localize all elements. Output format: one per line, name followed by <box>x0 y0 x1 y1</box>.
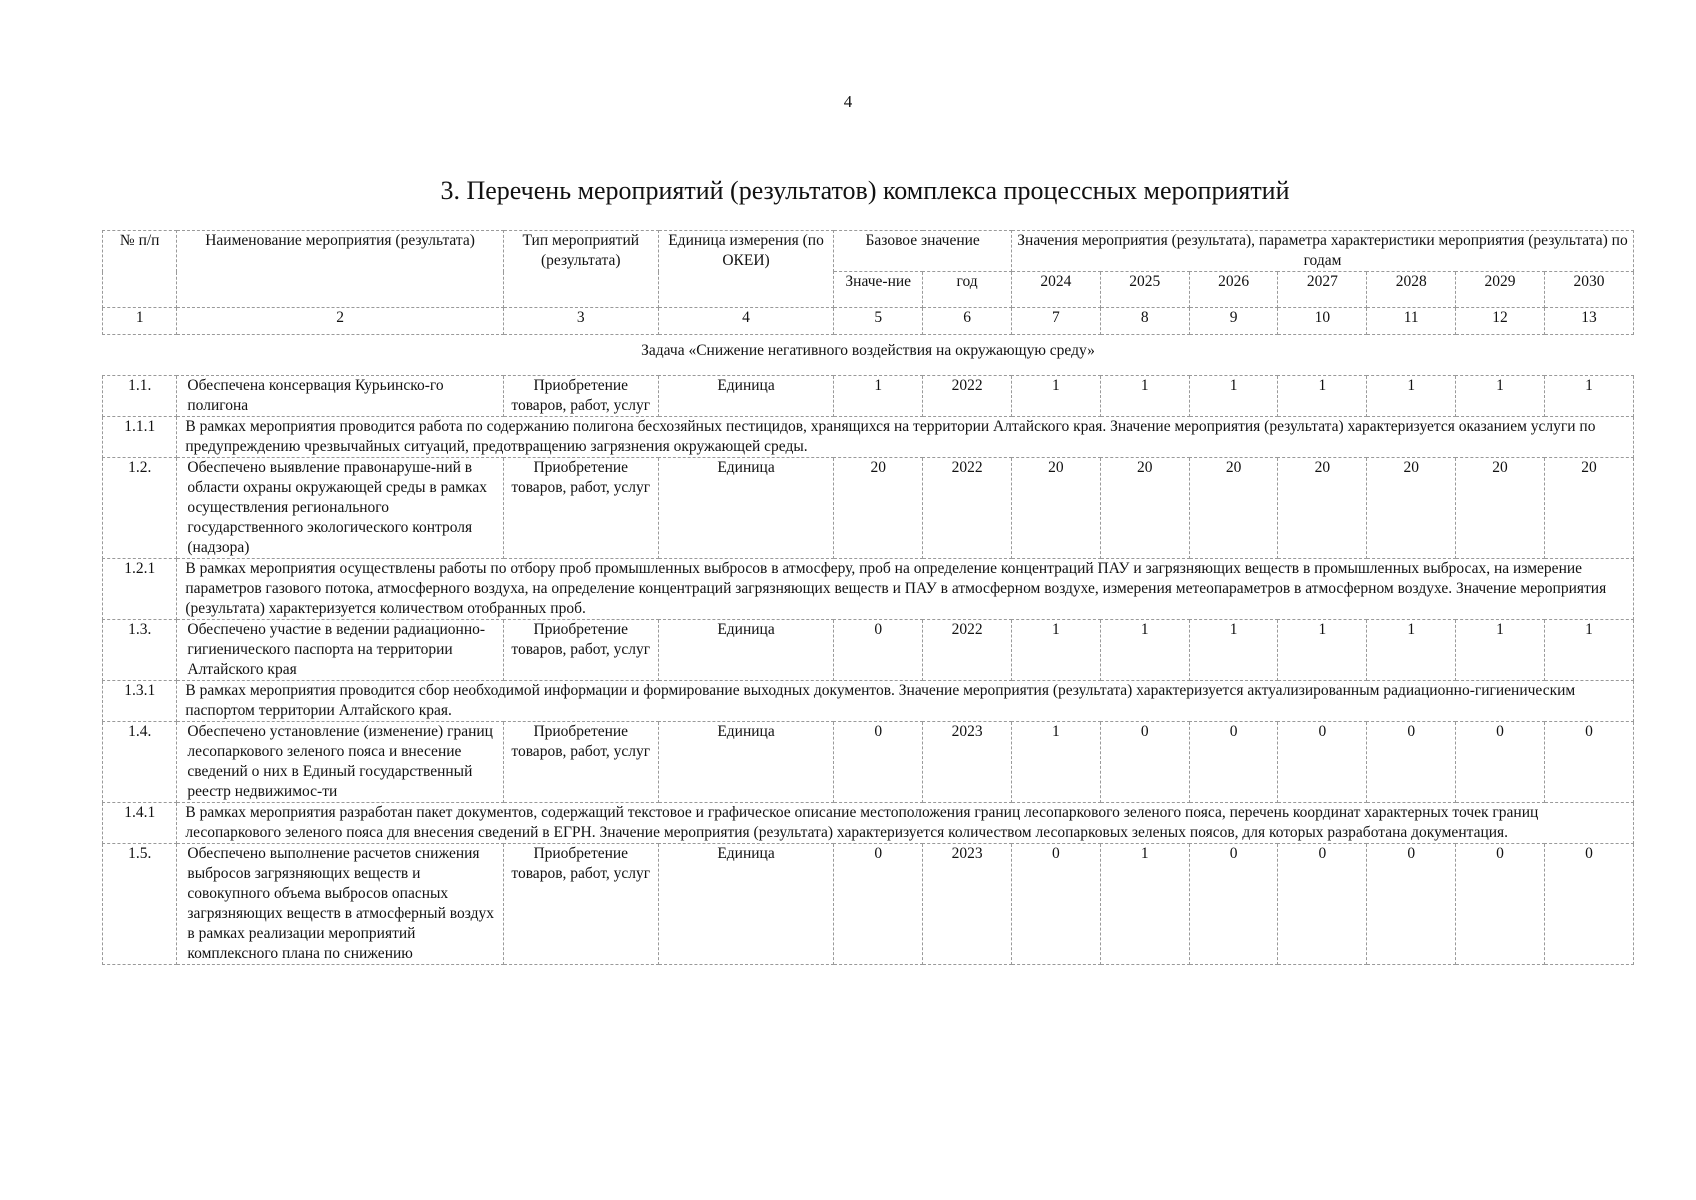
measure-type: Приобретение товаров, работ, услуг <box>503 620 658 681</box>
section-title: 3. Перечень мероприятий (результатов) комплекса процессных мероприятий <box>440 176 1290 205</box>
description-text: В рамках мероприятия разработан пакет документов, содержащий текстовое и графическое описание местоположения границ лесопаркового зеленого пояса, перечень координат характерных точек границ лесопаркового зеленого пояса для внесения сведений в ЕГРН. Значение мероприятия (результата) характеризуется количеством лесопарковых зеленых поясов, для которых разработана документация. <box>177 803 1634 844</box>
row-number: 1.2. <box>103 458 177 559</box>
row-number: 1.3. <box>103 620 177 681</box>
year-value: 0 <box>1456 844 1545 965</box>
year-value: 1 <box>1456 620 1545 681</box>
column-number: 11 <box>1367 308 1456 335</box>
year-value: 20 <box>1278 458 1367 559</box>
header-base: Базовое значение <box>834 231 1012 272</box>
measures-table <box>102 230 1634 965</box>
header-unit: Единица измерения (по ОКЕИ) <box>658 231 834 308</box>
measure-unit: Единица <box>658 722 834 803</box>
year-value: 0 <box>1544 722 1633 803</box>
year-value: 1 <box>1278 620 1367 681</box>
description-number: 1.2.1 <box>103 559 177 620</box>
header-base-year: год <box>923 272 1012 308</box>
year-value: 1 <box>1456 376 1545 417</box>
year-value: 20 <box>1189 458 1278 559</box>
header-year: 2029 <box>1456 272 1545 308</box>
year-value: 1 <box>1367 376 1456 417</box>
row-number: 1.5. <box>103 844 177 965</box>
description-text: В рамках мероприятия проводится сбор необходимой информации и формирование выходных документов. Значение мероприятия (результата) характеризуется актуализированным радиационно-гигиеническим паспортом территории Алтайского края. <box>177 681 1634 722</box>
header-year: 2025 <box>1100 272 1189 308</box>
year-value: 20 <box>1367 458 1456 559</box>
description-number: 1.1.1 <box>103 417 177 458</box>
column-number: 4 <box>658 308 834 335</box>
column-number: 10 <box>1278 308 1367 335</box>
base-value: 0 <box>834 844 923 965</box>
task-heading: Задача «Снижение негативного воздействия на окружающую среду» <box>103 335 1634 376</box>
column-number: 8 <box>1100 308 1189 335</box>
description-row <box>103 417 1634 458</box>
base-year: 2022 <box>923 376 1012 417</box>
description-number: 1.4.1 <box>103 803 177 844</box>
year-value: 1 <box>1012 722 1101 803</box>
table-row <box>103 458 1634 559</box>
measure-unit: Единица <box>658 458 834 559</box>
year-value: 1 <box>1367 620 1456 681</box>
base-value: 20 <box>834 458 923 559</box>
description-text: В рамках мероприятия проводится работа по содержанию полигона бесхозяйных пестицидов, хранящихся на территории Алтайского края. Значение мероприятия (результата) характеризуется оказанием услуги по предупреждению чрезвычайных ситуаций, предотвращению загрязнения окружающей среды. <box>177 417 1634 458</box>
measure-type: Приобретение товаров, работ, услуг <box>503 376 658 417</box>
description-row <box>103 803 1634 844</box>
header-type: Тип мероприятий (результата) <box>503 231 658 308</box>
base-year: 2023 <box>923 844 1012 965</box>
measure-unit: Единица <box>658 844 834 965</box>
row-number: 1.1. <box>103 376 177 417</box>
year-value: 20 <box>1456 458 1545 559</box>
year-value: 0 <box>1544 844 1633 965</box>
header-num: № п/п <box>103 231 177 308</box>
header-name: Наименование мероприятия (результата) <box>177 231 503 308</box>
column-number: 9 <box>1189 308 1278 335</box>
base-year: 2023 <box>923 722 1012 803</box>
column-number: 13 <box>1544 308 1633 335</box>
year-value: 1 <box>1100 620 1189 681</box>
measure-type: Приобретение товаров, работ, услуг <box>503 722 658 803</box>
base-value: 0 <box>834 620 923 681</box>
header-years-group: Значения мероприятия (результата), параметра характеристики мероприятия (результата) по годам <box>1012 231 1634 272</box>
year-value: 1 <box>1544 620 1633 681</box>
year-value: 0 <box>1456 722 1545 803</box>
column-number: 6 <box>923 308 1012 335</box>
year-value: 1 <box>1278 376 1367 417</box>
base-year: 2022 <box>923 620 1012 681</box>
measure-unit: Единица <box>658 620 834 681</box>
column-number: 1 <box>103 308 177 335</box>
base-year: 2022 <box>923 458 1012 559</box>
measure-name: Обеспечено установление (изменение) границ лесопаркового зеленого пояса и внесение сведений о них в Единый государственный реестр недвижимос-ти <box>177 722 503 803</box>
year-value: 0 <box>1012 844 1101 965</box>
table-row <box>103 722 1634 803</box>
year-value: 20 <box>1012 458 1101 559</box>
year-value: 1 <box>1189 376 1278 417</box>
year-value: 0 <box>1100 722 1189 803</box>
page-number: 4 <box>843 92 853 111</box>
base-value: 1 <box>834 376 923 417</box>
year-value: 0 <box>1367 722 1456 803</box>
header-year: 2028 <box>1367 272 1456 308</box>
year-value: 0 <box>1367 844 1456 965</box>
year-value: 1 <box>1100 844 1189 965</box>
measure-name: Обеспечена консервация Курьинско-го полигона <box>177 376 503 417</box>
column-number: 5 <box>834 308 923 335</box>
column-number: 12 <box>1456 308 1545 335</box>
year-value: 1 <box>1100 376 1189 417</box>
table-row <box>103 844 1634 965</box>
year-value: 1 <box>1012 376 1101 417</box>
year-value: 0 <box>1278 722 1367 803</box>
description-number: 1.3.1 <box>103 681 177 722</box>
year-value: 0 <box>1189 844 1278 965</box>
description-row <box>103 681 1634 722</box>
header-year: 2030 <box>1544 272 1633 308</box>
measure-type: Приобретение товаров, работ, услуг <box>503 844 658 965</box>
year-value: 20 <box>1544 458 1633 559</box>
column-number: 2 <box>177 308 503 335</box>
year-value: 1 <box>1189 620 1278 681</box>
table-row <box>103 620 1634 681</box>
measure-name: Обеспечено выполнение расчетов снижения выбросов загрязняющих веществ и совокупного объема выбросов опасных загрязняющих веществ в атмосферный воздух в рамках реализации мероприятий комплексного плана по снижению <box>177 844 503 965</box>
base-value: 0 <box>834 722 923 803</box>
year-value: 1 <box>1544 376 1633 417</box>
measure-name: Обеспечено выявление правонаруше-ний в области охраны окружающей среды в рамках осуществления регионального государственного экологического контроля (надзора) <box>177 458 503 559</box>
description-row <box>103 559 1634 620</box>
year-value: 0 <box>1278 844 1367 965</box>
measure-name: Обеспечено участие в ведении радиационно-гигиенического паспорта на территории Алтайского края <box>177 620 503 681</box>
year-value: 20 <box>1100 458 1189 559</box>
table-row <box>103 376 1634 417</box>
year-value: 1 <box>1012 620 1101 681</box>
column-number: 7 <box>1012 308 1101 335</box>
row-number: 1.4. <box>103 722 177 803</box>
measure-type: Приобретение товаров, работ, услуг <box>503 458 658 559</box>
header-base-value: Значе-ние <box>834 272 923 308</box>
header-year: 2024 <box>1012 272 1101 308</box>
year-value: 0 <box>1189 722 1278 803</box>
header-year: 2027 <box>1278 272 1367 308</box>
header-year: 2026 <box>1189 272 1278 308</box>
measure-unit: Единица <box>658 376 834 417</box>
description-text: В рамках мероприятия осуществлены работы по отбору проб промышленных выбросов в атмосферу, проб на определение концентраций ПАУ и загрязняющих веществ в промышленных выбросах, на измерение параметров газового потока, атмосферного воздуха, на определение концентраций загрязняющих веществ и ПАУ в атмосферном воздухе, измерения метеопараметров в атмосферном воздухе. Значение мероприятия (результата) характеризуется количеством отобранных проб. <box>177 559 1634 620</box>
column-number: 3 <box>503 308 658 335</box>
